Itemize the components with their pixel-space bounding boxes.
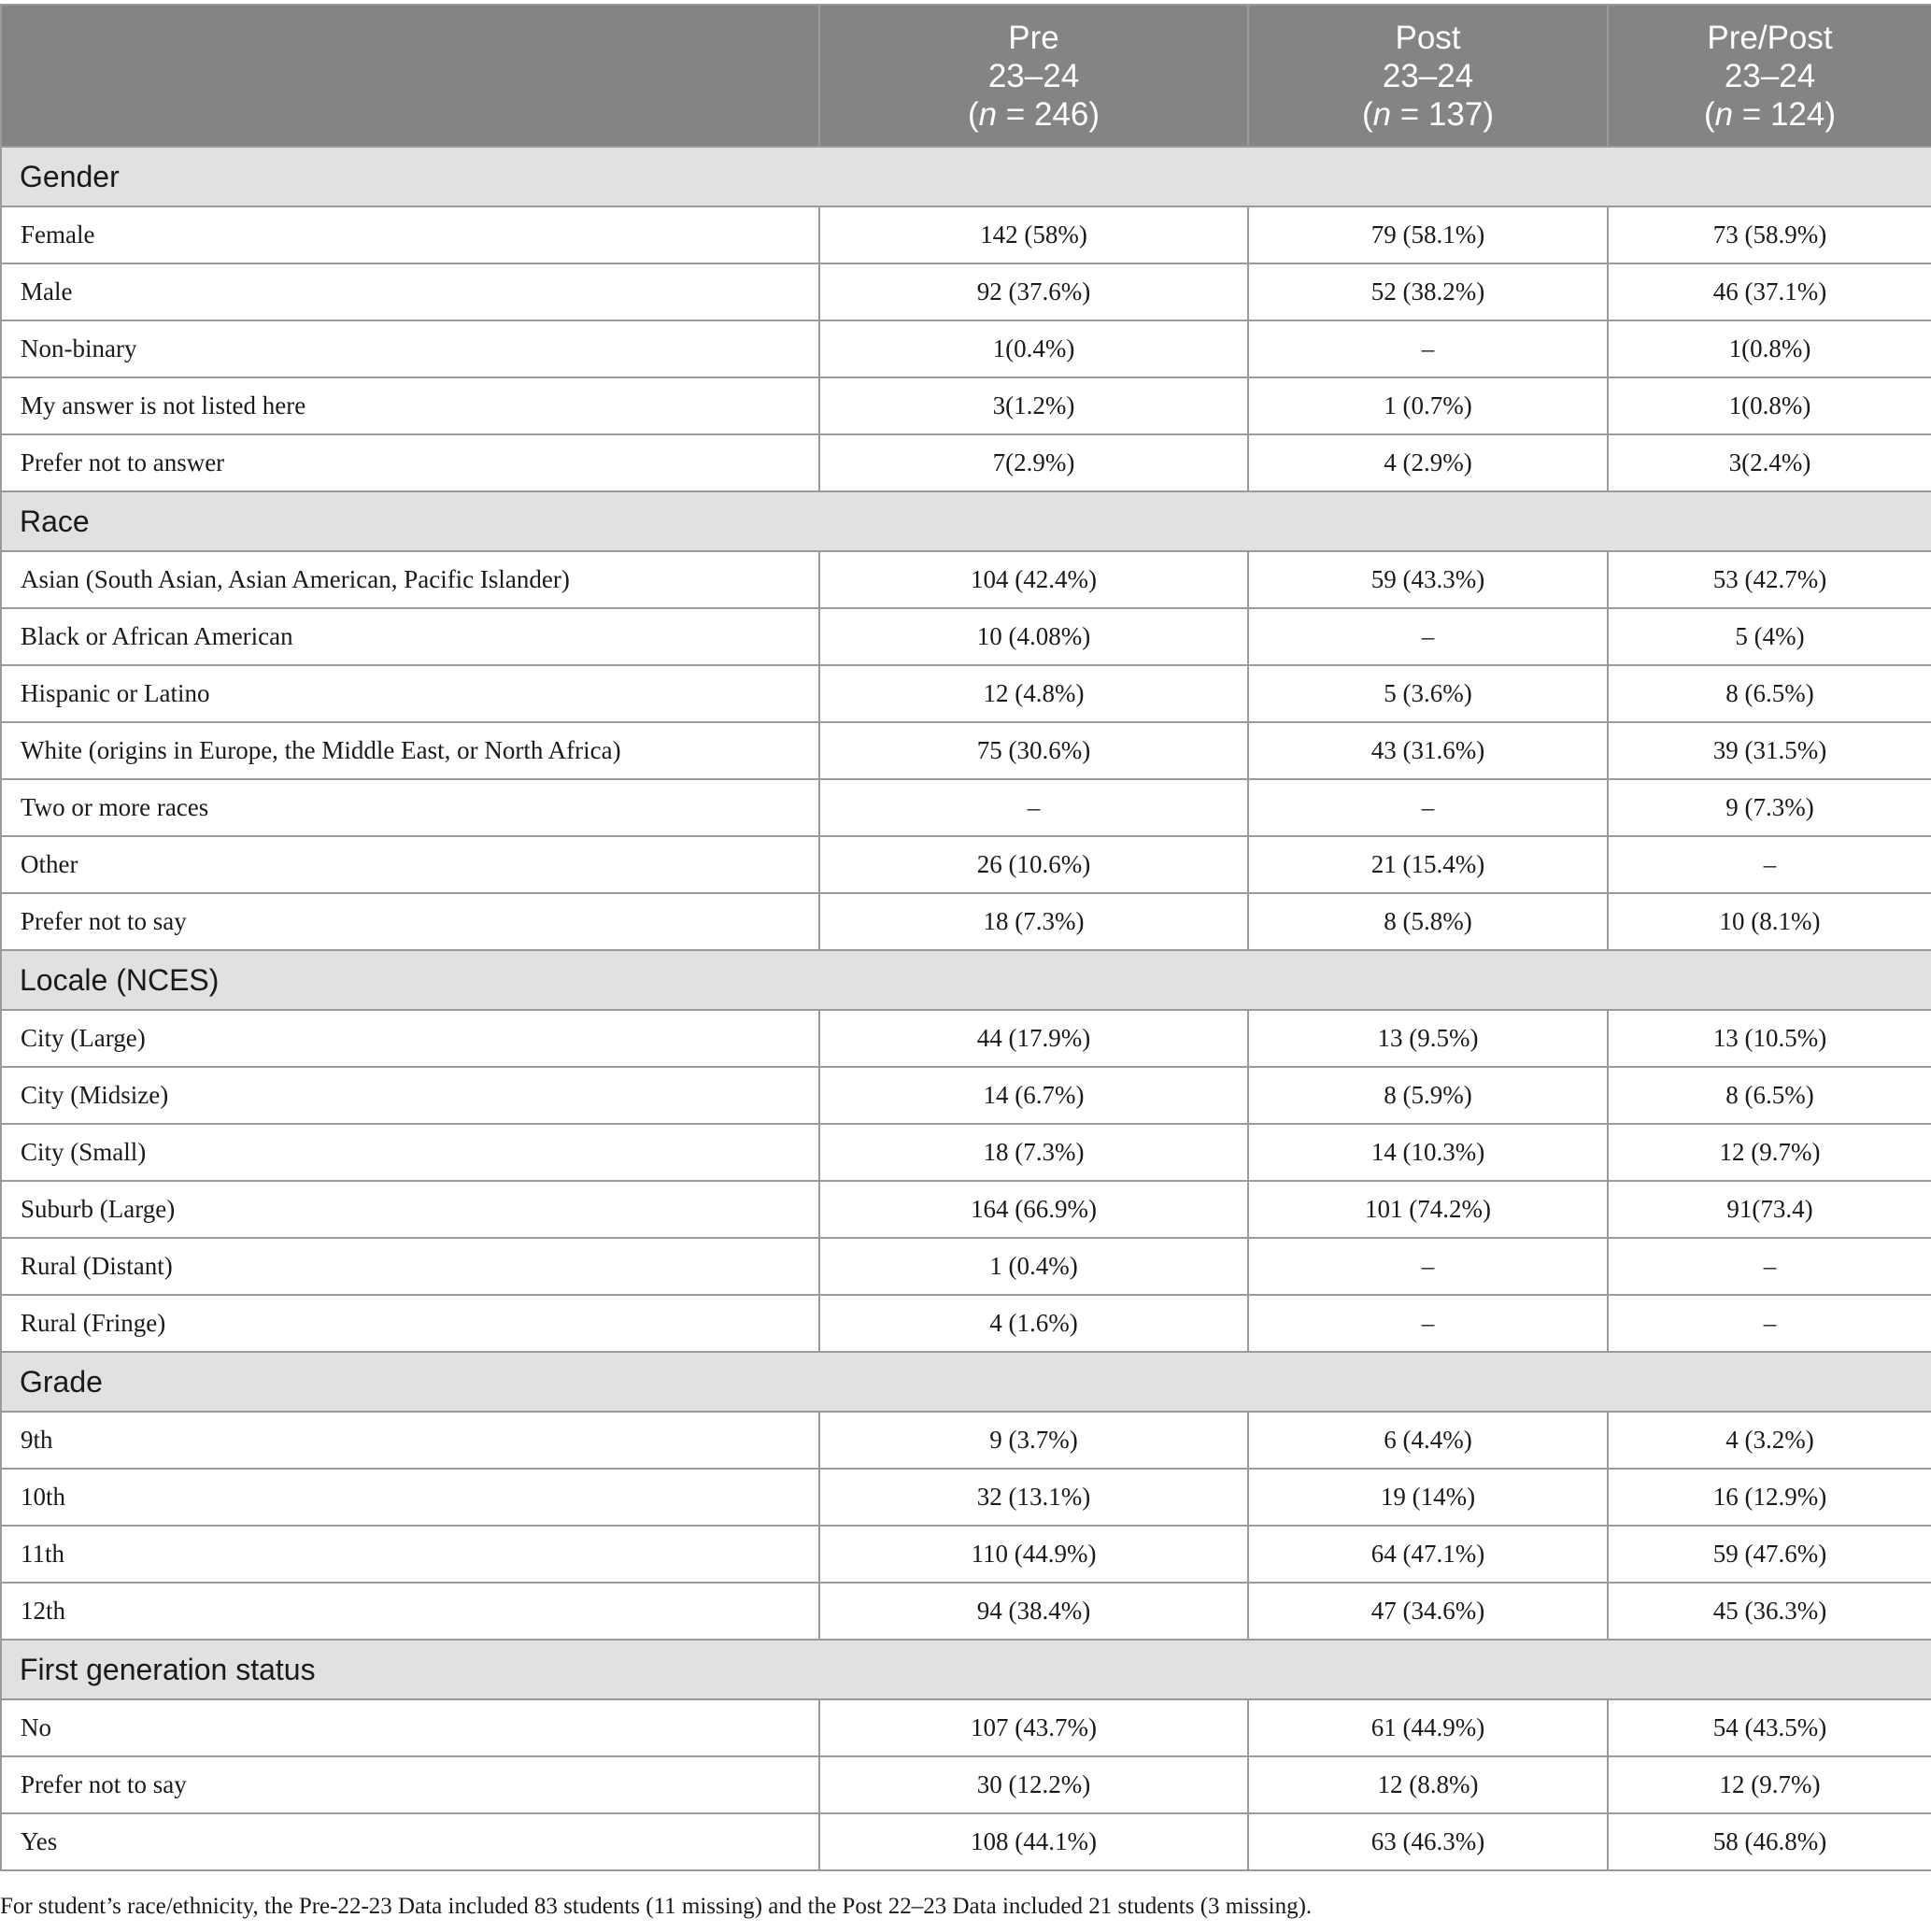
row-label-cell: Non-binary: [1, 320, 819, 377]
post-value-cell: 8 (5.8%): [1248, 893, 1608, 950]
pre-value-cell: 18 (7.3%): [819, 893, 1248, 950]
prepost-value-cell: 4 (3.2%): [1608, 1412, 1931, 1469]
header-pre-n: (n = 246): [967, 95, 1100, 133]
prepost-value-cell: 46 (37.1%): [1608, 263, 1931, 320]
section-header-row: [1, 147, 1931, 206]
pre-value-cell: 142 (58%): [819, 206, 1248, 263]
section-title: Race: [1, 491, 1931, 551]
pre-value-cell: 92 (37.6%): [819, 263, 1248, 320]
prepost-value-cell: 73 (58.9%): [1608, 206, 1931, 263]
header-prepost-name: Pre/Post: [1707, 19, 1833, 56]
prepost-value-cell: 9 (7.3%): [1608, 779, 1931, 836]
row-label-cell: Rural (Fringe): [1, 1295, 819, 1352]
pre-value-cell: 30 (12.2%): [819, 1756, 1248, 1813]
pre-value-cell: 4 (1.6%): [819, 1295, 1248, 1352]
table-footnote: For student’s race/ethnicity, the Pre-22-23 Data included 83 students (11 missing) and the Post 22–23 Data included 21 students (3 missing).: [0, 1894, 1313, 1919]
post-value-cell: –: [1248, 320, 1608, 377]
pre-value-cell: 26 (10.6%): [819, 836, 1248, 893]
pre-value-cell: 44 (17.9%): [819, 1010, 1248, 1067]
prepost-value-cell: –: [1608, 1295, 1931, 1352]
table-row: [1, 1295, 1931, 1352]
table-row: [1, 1526, 1931, 1583]
row-label-cell: No: [1, 1699, 819, 1756]
table-row: [1, 893, 1931, 950]
prepost-value-cell: 58 (46.8%): [1608, 1813, 1931, 1870]
row-label-cell: Female: [1, 206, 819, 263]
pre-value-cell: 94 (38.4%): [819, 1583, 1248, 1640]
header-post-year: 23–24: [1382, 57, 1474, 94]
post-value-cell: 59 (43.3%): [1248, 551, 1608, 608]
post-value-cell: 5 (3.6%): [1248, 665, 1608, 722]
table-row: [1, 263, 1931, 320]
pre-value-cell: 110 (44.9%): [819, 1526, 1248, 1583]
row-label-cell: White (origins in Europe, the Middle East, or North Africa): [1, 722, 819, 779]
row-label-cell: Asian (South Asian, Asian American, Pacific Islander): [1, 551, 819, 608]
prepost-value-cell: –: [1608, 836, 1931, 893]
prepost-value-cell: 5 (4%): [1608, 608, 1931, 665]
prepost-value-cell: 45 (36.3%): [1608, 1583, 1931, 1640]
table-row: [1, 1010, 1931, 1067]
row-label-cell: Rural (Distant): [1, 1238, 819, 1295]
table-row: [1, 1469, 1931, 1526]
row-label-cell: 10th: [1, 1469, 819, 1526]
pre-value-cell: 14 (6.7%): [819, 1067, 1248, 1124]
row-label-cell: Prefer not to say: [1, 1756, 819, 1813]
pre-value-cell: 10 (4.08%): [819, 608, 1248, 665]
post-value-cell: 19 (14%): [1248, 1469, 1608, 1526]
pre-value-cell: 7(2.9%): [819, 434, 1248, 491]
post-value-cell: –: [1248, 1238, 1608, 1295]
table-row: [1, 551, 1931, 608]
table-row: [1, 665, 1931, 722]
prepost-value-cell: 1(0.8%): [1608, 320, 1931, 377]
row-label-cell: Yes: [1, 1813, 819, 1870]
prepost-value-cell: 10 (8.1%): [1608, 893, 1931, 950]
post-value-cell: 12 (8.8%): [1248, 1756, 1608, 1813]
post-value-cell: 4 (2.9%): [1248, 434, 1608, 491]
pre-value-cell: 1(0.4%): [819, 320, 1248, 377]
table-row: [1, 1756, 1931, 1813]
table-row: [1, 608, 1931, 665]
row-label-cell: My answer is not listed here: [1, 377, 819, 434]
row-label-cell: Male: [1, 263, 819, 320]
post-value-cell: 101 (74.2%): [1248, 1181, 1608, 1238]
prepost-value-cell: 12 (9.7%): [1608, 1124, 1931, 1181]
header-post-n: (n = 137): [1361, 95, 1495, 133]
post-value-cell: 21 (15.4%): [1248, 836, 1608, 893]
row-label-cell: 9th: [1, 1412, 819, 1469]
prepost-value-cell: 3(2.4%): [1608, 434, 1931, 491]
pre-value-cell: 75 (30.6%): [819, 722, 1248, 779]
prepost-value-cell: –: [1608, 1238, 1931, 1295]
row-label-cell: Two or more races: [1, 779, 819, 836]
pre-value-cell: 18 (7.3%): [819, 1124, 1248, 1181]
row-label-cell: City (Large): [1, 1010, 819, 1067]
pre-value-cell: –: [819, 779, 1248, 836]
table-row: [1, 1412, 1931, 1469]
header-row: [1, 5, 1931, 147]
pre-value-cell: 1 (0.4%): [819, 1238, 1248, 1295]
pre-value-cell: 32 (13.1%): [819, 1469, 1248, 1526]
row-label-cell: Prefer not to say: [1, 893, 819, 950]
table-row: [1, 434, 1931, 491]
section-title: Locale (NCES): [1, 950, 1931, 1010]
post-value-cell: 64 (47.1%): [1248, 1526, 1608, 1583]
table-row: [1, 1699, 1931, 1756]
post-value-cell: –: [1248, 1295, 1608, 1352]
prepost-value-cell: 8 (6.5%): [1608, 1067, 1931, 1124]
section-header-row: [1, 1352, 1931, 1412]
prepost-value-cell: 39 (31.5%): [1608, 722, 1931, 779]
pre-value-cell: 12 (4.8%): [819, 665, 1248, 722]
table-row: [1, 836, 1931, 893]
row-label-cell: 12th: [1, 1583, 819, 1640]
prepost-value-cell: 12 (9.7%): [1608, 1756, 1931, 1813]
table-row: [1, 1813, 1931, 1870]
demographics-table: [0, 4, 1931, 1871]
post-value-cell: –: [1248, 779, 1608, 836]
header-cell-post: [1248, 5, 1608, 147]
section-title: First generation status: [1, 1640, 1931, 1699]
prepost-value-cell: 91(73.4): [1608, 1181, 1931, 1238]
pre-value-cell: 108 (44.1%): [819, 1813, 1248, 1870]
post-value-cell: 63 (46.3%): [1248, 1813, 1608, 1870]
table-row: [1, 1583, 1931, 1640]
row-label-cell: 11th: [1, 1526, 819, 1583]
table-row: [1, 1238, 1931, 1295]
table-row: [1, 779, 1931, 836]
section-title: Grade: [1, 1352, 1931, 1412]
post-value-cell: 8 (5.9%): [1248, 1067, 1608, 1124]
post-value-cell: 1 (0.7%): [1248, 377, 1608, 434]
table-row: [1, 1124, 1931, 1181]
post-value-cell: –: [1248, 608, 1608, 665]
table-row: [1, 722, 1931, 779]
header-pre-name: Pre: [1008, 19, 1059, 56]
pre-value-cell: 107 (43.7%): [819, 1699, 1248, 1756]
header-prepost-year: 23–24: [1724, 57, 1816, 94]
pre-value-cell: 104 (42.4%): [819, 551, 1248, 608]
prepost-value-cell: 59 (47.6%): [1608, 1526, 1931, 1583]
post-value-cell: 14 (10.3%): [1248, 1124, 1608, 1181]
prepost-value-cell: 16 (12.9%): [1608, 1469, 1931, 1526]
header-cell-empty: [1, 5, 819, 147]
table-row: [1, 1181, 1931, 1238]
pre-value-cell: 3(1.2%): [819, 377, 1248, 434]
prepost-value-cell: 13 (10.5%): [1608, 1010, 1931, 1067]
table-row: [1, 320, 1931, 377]
pre-value-cell: 164 (66.9%): [819, 1181, 1248, 1238]
row-label-cell: Other: [1, 836, 819, 893]
row-label-cell: City (Small): [1, 1124, 819, 1181]
table-row: [1, 377, 1931, 434]
pre-value-cell: 9 (3.7%): [819, 1412, 1248, 1469]
table-row: [1, 1067, 1931, 1124]
post-value-cell: 6 (4.4%): [1248, 1412, 1608, 1469]
row-label-cell: City (Midsize): [1, 1067, 819, 1124]
post-value-cell: 43 (31.6%): [1248, 722, 1608, 779]
post-value-cell: 13 (9.5%): [1248, 1010, 1608, 1067]
prepost-value-cell: 1(0.8%): [1608, 377, 1931, 434]
table-row: [1, 206, 1931, 263]
header-prepost-n: (n = 124): [1703, 95, 1837, 133]
header-post-name: Post: [1395, 19, 1461, 56]
row-label-cell: Prefer not to answer: [1, 434, 819, 491]
row-label-cell: Black or African American: [1, 608, 819, 665]
section-header-row: [1, 1640, 1931, 1699]
header-pre-year: 23–24: [987, 57, 1080, 94]
prepost-value-cell: 8 (6.5%): [1608, 665, 1931, 722]
row-label-cell: Suburb (Large): [1, 1181, 819, 1238]
demographics-table-container: [0, 4, 1931, 1871]
post-value-cell: 47 (34.6%): [1248, 1583, 1608, 1640]
row-label-cell: Hispanic or Latino: [1, 665, 819, 722]
post-value-cell: 52 (38.2%): [1248, 263, 1608, 320]
table-body: [1, 147, 1931, 1870]
section-header-row: [1, 491, 1931, 551]
section-title: Gender: [1, 147, 1931, 206]
prepost-value-cell: 53 (42.7%): [1608, 551, 1931, 608]
header-cell-pre: [819, 5, 1248, 147]
table-header: [1, 5, 1931, 147]
section-header-row: [1, 950, 1931, 1010]
post-value-cell: 79 (58.1%): [1248, 206, 1608, 263]
post-value-cell: 61 (44.9%): [1248, 1699, 1608, 1756]
header-cell-prepost: [1608, 5, 1931, 147]
prepost-value-cell: 54 (43.5%): [1608, 1699, 1931, 1756]
